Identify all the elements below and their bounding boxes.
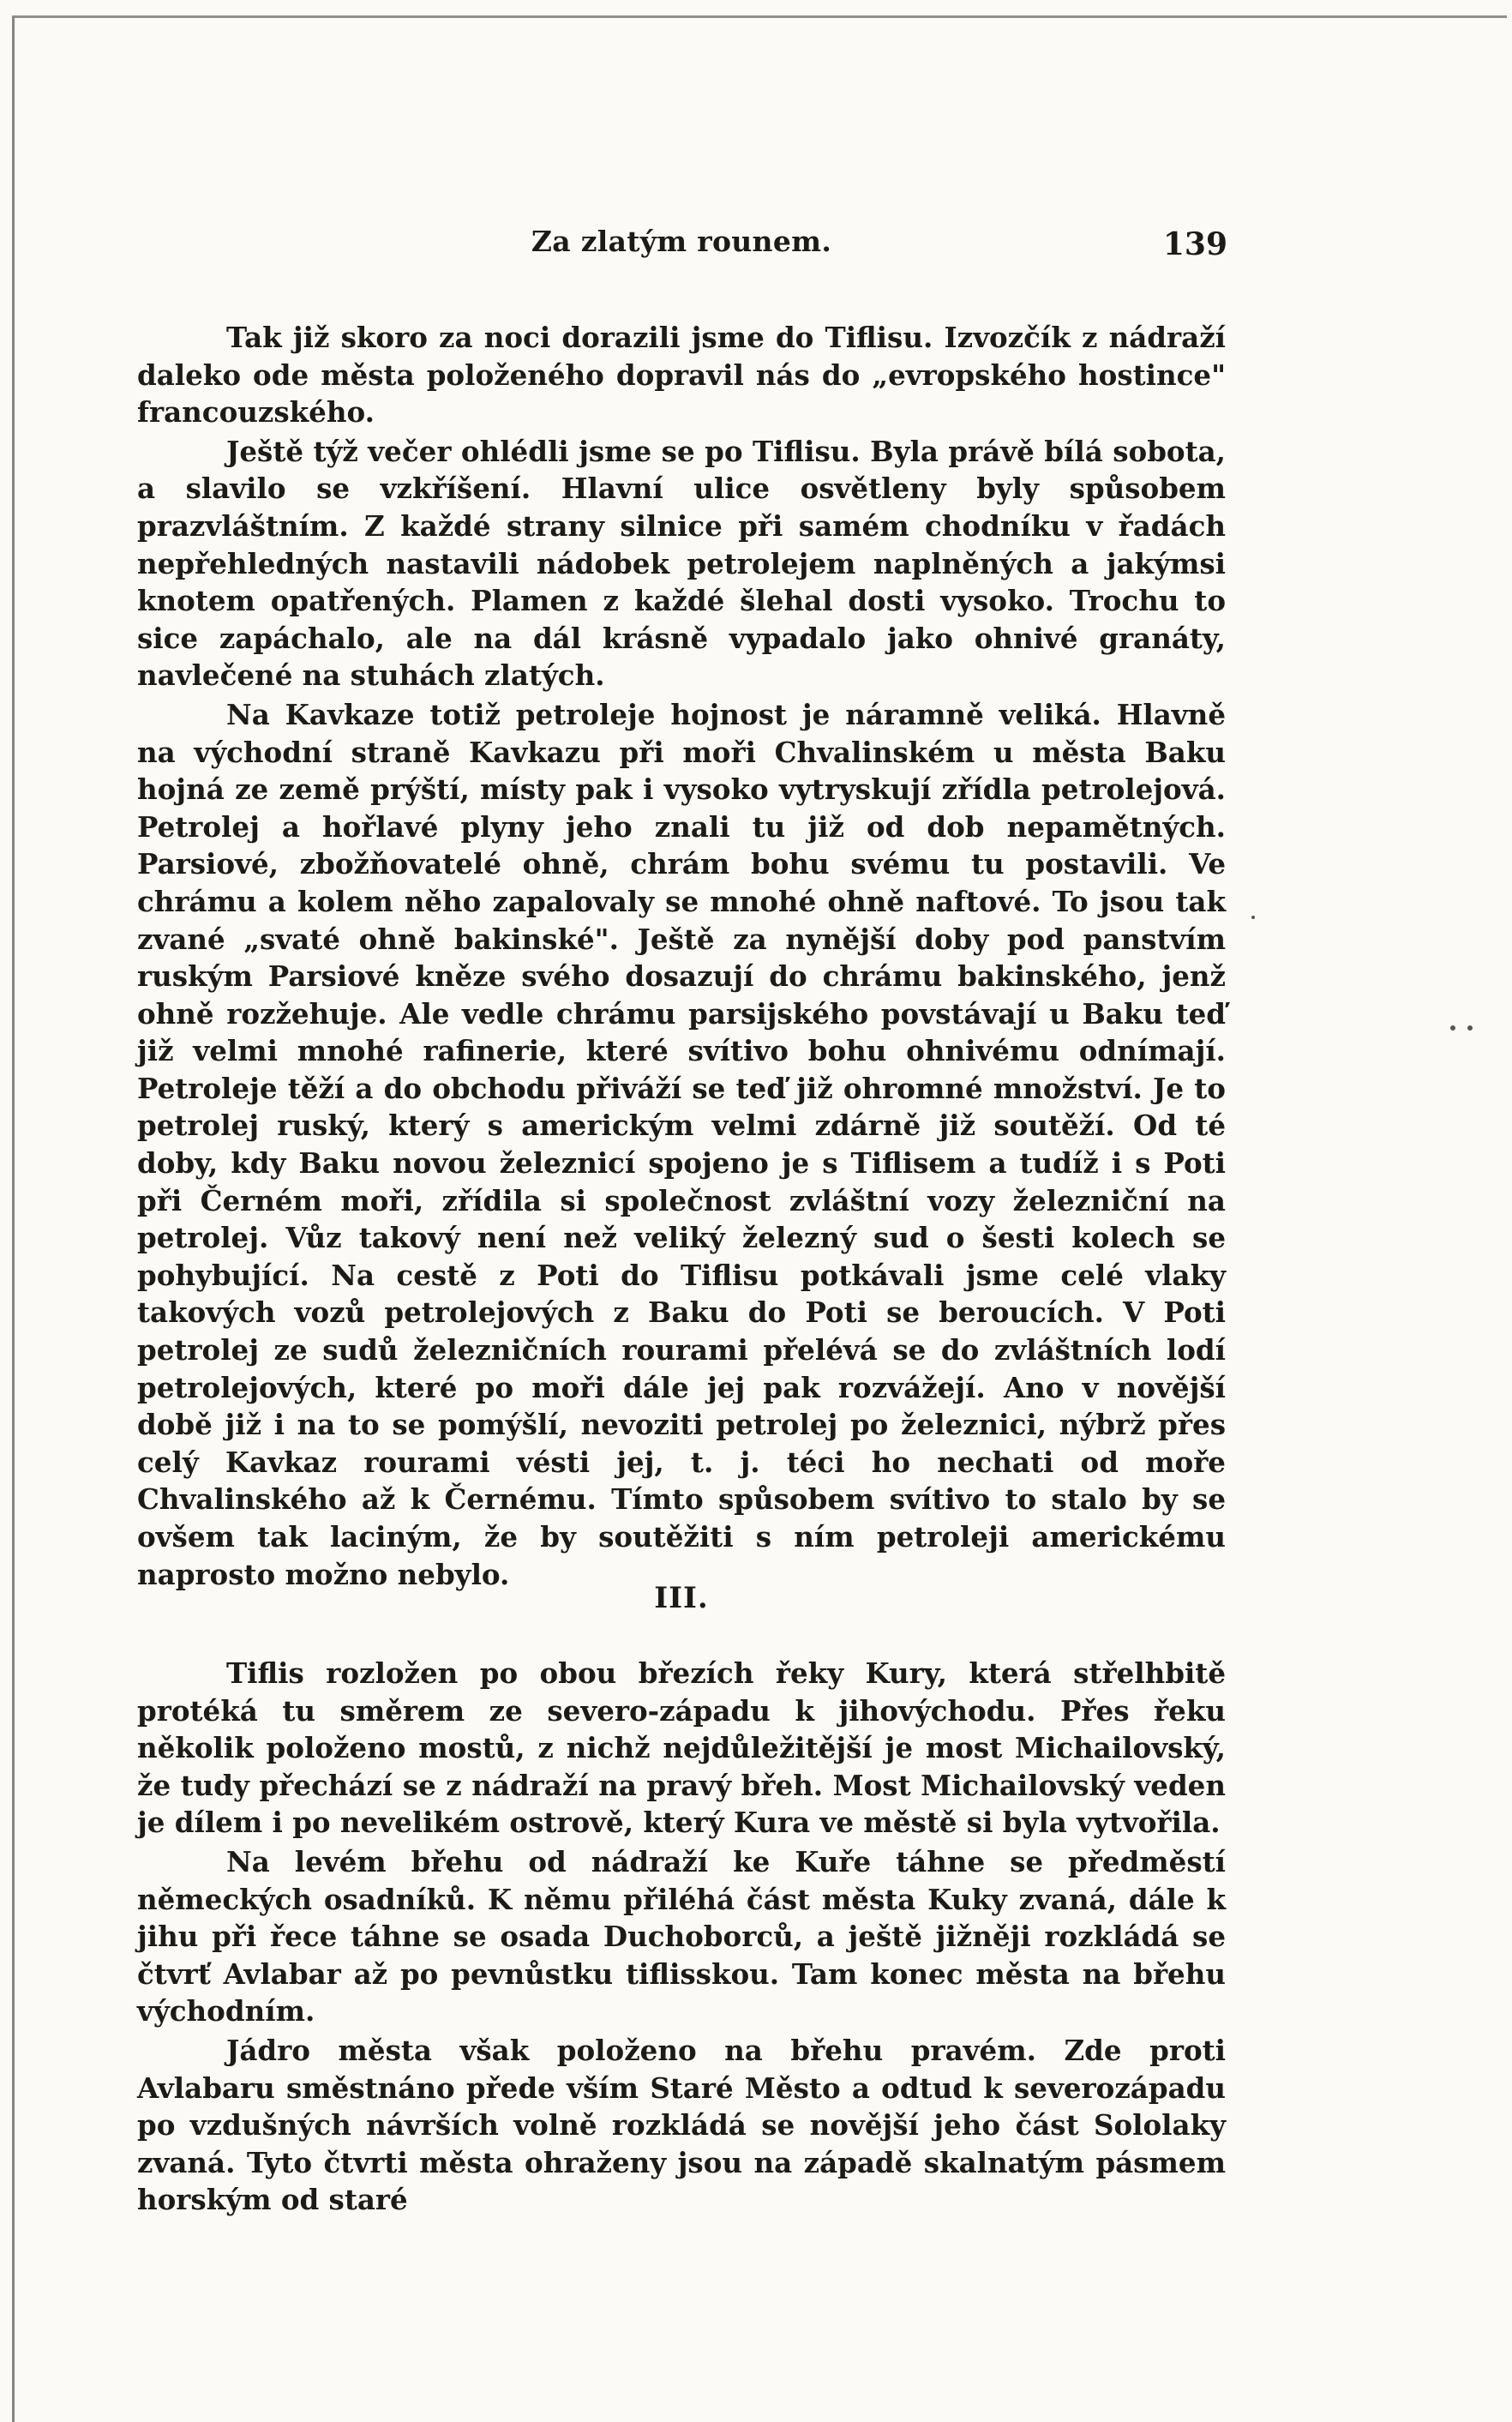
- paragraph: Tiflis rozložen po obou březích řeky Kury, která střelhbitě protéká tu směrem ze severo-západu k jihovýchodu. Přes řeku několik položeno mostů, z nichž nejdůležitější je most Michailovský, že tudy přechází se z nádraží na pravý břeh. Most Michailovský veden je dílem i po nevelikém ostrově, který Kura ve městě si byla vytvořila.: [137, 1656, 1226, 1840]
- paragraph: Jádro města však položeno na břehu pravém. Zde proti Avlabaru směstnáno přede vším Staré Město a odtud k severozápadu po vzdušných návrších volně rozkládá se novější jeho část Sololaky zvaná. Tyto čtvrti města ohraženy jsou na západě skalnatým pásmem horským od staré: [137, 2033, 1226, 2217]
- paragraph: Tak již skoro za noci dorazili jsme do Tiflisu. Izvozčík z nádraží daleko ode města položeného dopravil nás do „evropského hostince" francouzského.: [137, 321, 1226, 430]
- text-column-section-1: [137, 319, 1226, 1595]
- scan-speck: [1251, 916, 1255, 919]
- scan-speck: [1467, 1025, 1473, 1031]
- paragraph: Na levém břehu od nádraží ke Kuře táhne se předměstí německých osadníků. K němu přiléhá část města Kuky zvaná, dále k jihu při řece táhne se osada Duchoborců, a ještě jižněji rozkládá se čtvrť Avlabar až po pevnůstku tiflisskou. Tam konec města na břehu východním.: [137, 1844, 1226, 2028]
- running-head: [137, 225, 1226, 267]
- page-number: 139: [1162, 226, 1227, 262]
- paragraph: Na Kavkaze totiž petroleje hojnost je náramně veliká. Hlavně na východní straně Kavkazu při moři Chvalinském u města Baku hojná ze země prýští, místy pak i vysoko vytryskují zřídla petrolejová. Petrolej a hořlavé plyny jeho znali tu již od dob nepamětných. Parsiové, zbožňovatelé ohně, chrám bohu svému tu postavili. Ve chrámu a kolem něho zapalovaly se mnohé ohně naftové. To jsou tak zvané „svaté ohně bakinské". Ještě za nynější doby pod panstvím ruským Parsiové kněze svého dosazují do chrámu bakinského, jenž ohně rozžehuje. Ale vedle chrámu parsijského povstávají u Baku teď již velmi mnohé rafinerie, které svítivo bohu ohnivému odnímají. Petroleje těží a do obchodu přiváží se teď již ohromné množství. Je to petrolej ruský, který s americkým velmi zdárně již soutěží. Od té doby, kdy Baku novou železnicí spojeno je s Tiflisem a tudíž i s Poti při Černém moři, zřídila si společnost zvláštní vozy železniční na petrolej. Vůz takový není než veliký železný sud o šesti kolech se pohybující. Na cestě z Poti do Tiflisu potkávali jsme celé vlaky takových vozů petrolejových z Baku do Poti se beroucích. V Poti petrolej ze sudů železničních rourami přelévá se do zvláštních lodí petrolejových, které po moři dále jej pak rozvážejí. Ano v novější době již i na to se pomýšlí, nevoziti petrolej po železnici, nýbrž přes celý Kavkaz rourami vésti jej, t. j. téci ho nechati od moře Chvalinského až k Černému. Tímto spůsobem svítivo to stalo by se ovšem tak laciným, že by soutěžiti s ním petroleji americkému naprosto možno nebylo.: [137, 697, 1226, 1591]
- paragraph: Ještě týž večer ohlédli jsme se po Tiflisu. Byla právě bílá sobota, a slavilo se vzkříšení. Hlavní ulice osvětleny byly spůsobem prazvláštním. Z každé strany silnice při samém chodníku v řadách nepřehledných nastavili nádobek petrolejem naplněných a jakýmsi knotem opatřených. Plamen z každé šlehal dosti vysoko. Trochu to sice zapáchalo, ale na dál krásně vypadalo jako ohnivé granáty, navlečené na stuhách zlatých.: [137, 434, 1226, 693]
- scan-speck: [1450, 1025, 1455, 1031]
- running-title: Za zlatým rounem.: [531, 225, 832, 258]
- section-heading: III.: [654, 1581, 709, 1615]
- text-column-section-2: [137, 1655, 1226, 2221]
